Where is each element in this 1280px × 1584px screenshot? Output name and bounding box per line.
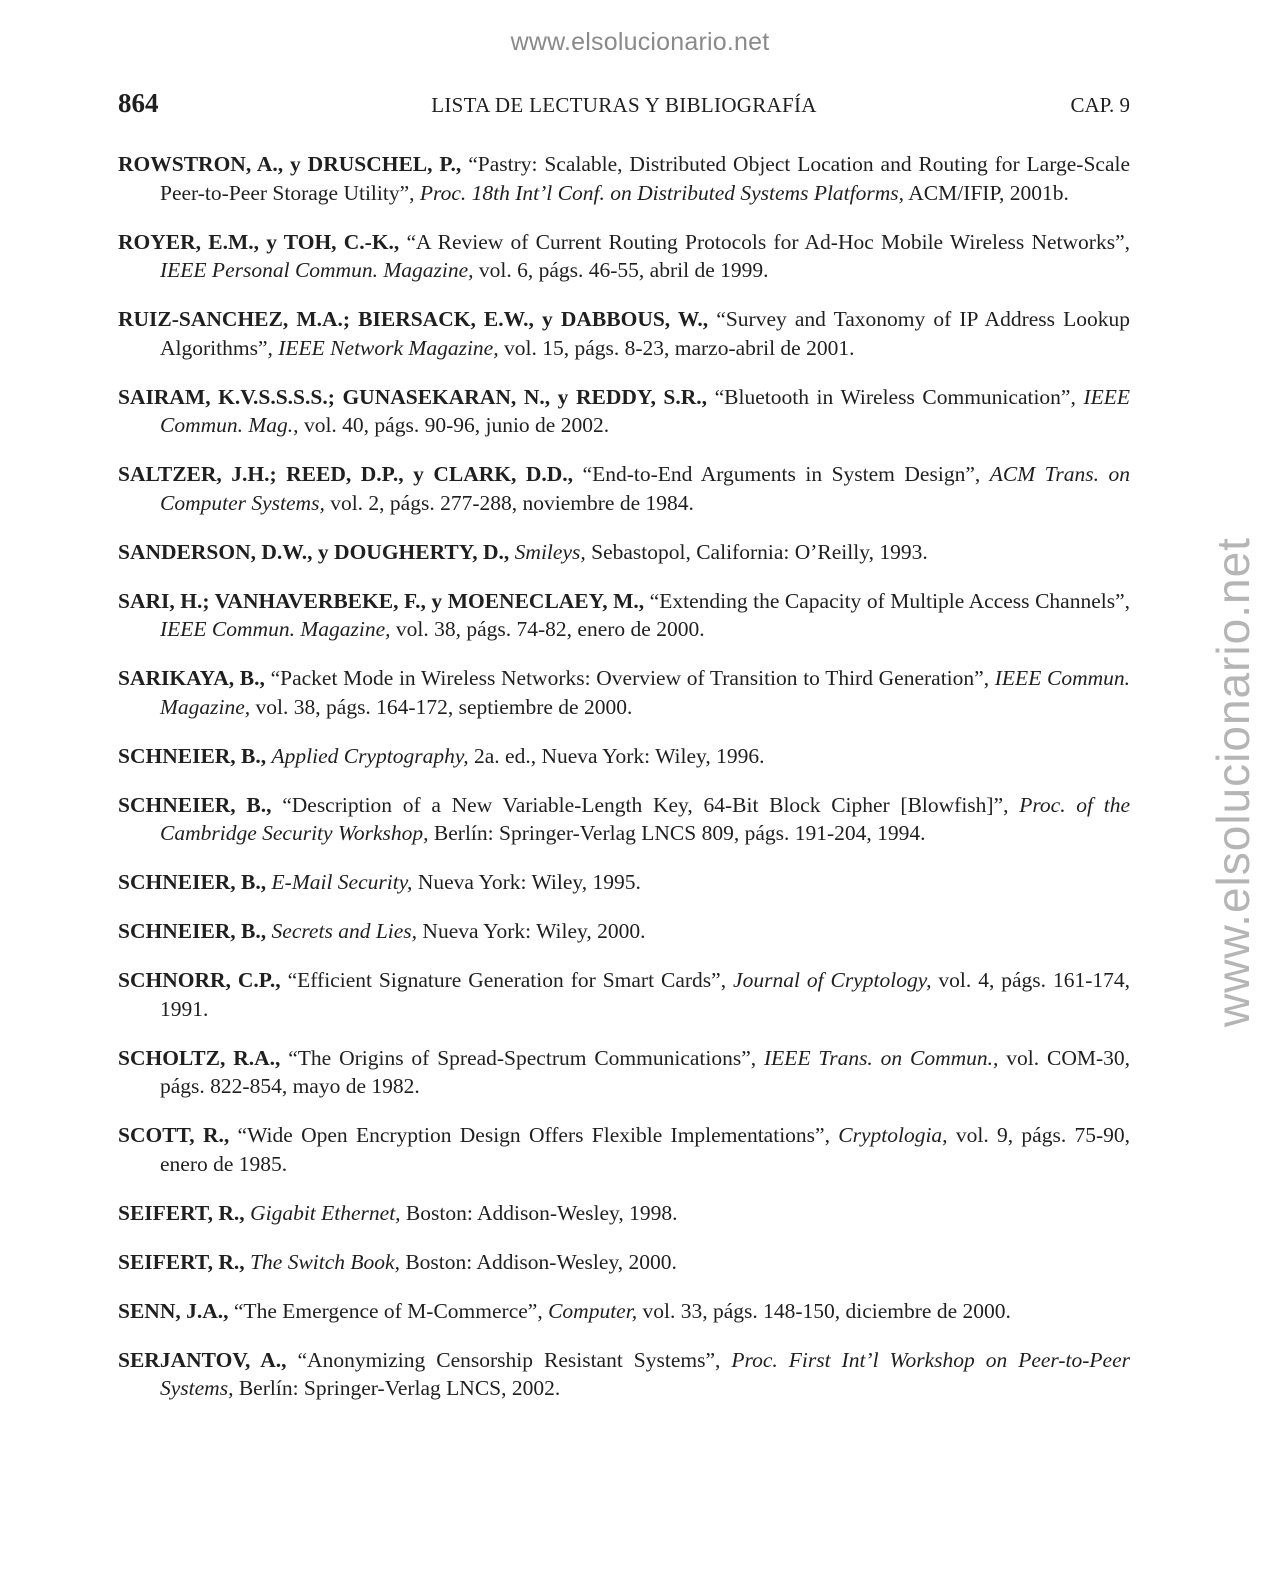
bib-authors: SEIFERT, R., xyxy=(118,1200,245,1225)
bib-details: vol. 4, págs. 161-174, 1991. xyxy=(160,968,1131,1021)
bib-title: “End-to-End Arguments in System Design”, xyxy=(582,462,981,486)
bib-details: Nueva York: Wiley, 2000. xyxy=(422,919,646,943)
bib-authors: SANDERSON, D.W., y DOUGHERTY, D., xyxy=(118,539,510,564)
bib-details: vol. 40, págs. 90-96, junio de 2002. xyxy=(303,413,610,437)
bib-authors: SARIKAYA, B., xyxy=(118,666,265,690)
bib-venue: Proc. of the Cambridge Security Workshop, xyxy=(160,792,1130,845)
bib-details: 2a. ed., Nueva York: Wiley, 1996. xyxy=(473,743,765,768)
bib-details: Boston: Addison-Wesley, 2000. xyxy=(405,1249,677,1274)
bib-venue: Applied Cryptography, xyxy=(271,743,469,768)
running-head xyxy=(118,88,1130,124)
bib-authors: SAIRAM, K.V.S.S.S.S.; GUNASEKARAN, N., y REDDY, S.R., xyxy=(118,384,708,409)
watermark-side: www.elsolucionario.net xyxy=(1207,537,1259,1027)
bib-details: Berlín: Springer-Verlag LNCS, 2002. xyxy=(238,1376,561,1400)
bib-authors: SCHNEIER, B., xyxy=(118,792,272,817)
bib-authors: RUIZ-SANCHEZ, M.A.; BIERSACK, E.W., y DABBOUS, W., xyxy=(118,307,709,331)
bib-title: “Extending the Capacity of Multiple Access Channels”, xyxy=(649,588,1130,613)
bib-details: vol. COM-30, págs. 822-854, mayo de 1982. xyxy=(160,1045,1131,1098)
bib-venue: IEEE Personal Commun. Magazine, xyxy=(160,258,474,282)
bib-authors: SEIFERT, R., xyxy=(118,1249,245,1274)
bib-venue: Cryptologia, xyxy=(838,1123,948,1147)
bib-entry xyxy=(118,742,1130,771)
bib-venue: ACM Trans. on Computer Systems, xyxy=(160,462,1131,515)
bib-venue: IEEE Network Magazine, xyxy=(278,335,499,360)
bib-entry xyxy=(118,1297,1130,1326)
bib-entry xyxy=(118,1248,1130,1277)
bib-title: “The Origins of Spread-Spectrum Communications”, xyxy=(288,1045,757,1070)
header-title: LISTA DE LECTURAS Y BIBLIOGRAFÍA xyxy=(431,93,817,117)
bib-venue: IEEE Commun. Magazine, xyxy=(160,617,391,641)
bib-title: “Bluetooth in Wireless Communication”, xyxy=(714,384,1076,409)
bib-authors: SCHNORR, C.P., xyxy=(118,968,281,992)
bib-details: vol. 9, págs. 75-90, enero de 1985. xyxy=(160,1123,1131,1176)
bib-venue: IEEE Commun. Mag., xyxy=(160,384,1130,437)
bib-details: ACM/IFIP, 2001b. xyxy=(908,180,1069,205)
watermark-top: www.elsolucionario.net xyxy=(510,28,770,56)
bib-entry xyxy=(118,917,1130,946)
bib-details: Nueva York: Wiley, 1995. xyxy=(417,870,641,894)
bib-authors: SCOTT, R., xyxy=(118,1123,230,1147)
bib-venue: Secrets and Lies, xyxy=(271,919,418,943)
bib-authors: SCHNEIER, B., xyxy=(118,919,267,943)
bib-entry xyxy=(118,1121,1130,1178)
bib-details: vol. 33, págs. 148-150, diciembre de 2000. xyxy=(642,1298,1011,1323)
bib-entry xyxy=(118,383,1130,440)
bib-details: Sebastopol, California: O’Reilly, 1993. xyxy=(591,539,928,564)
bib-entry xyxy=(118,664,1130,721)
bib-entry xyxy=(118,150,1130,207)
bib-title: “Description of a New Variable-Length Key, 64-Bit Block Cipher [Blowfish]”, xyxy=(282,792,1009,817)
bib-authors: SALTZER, J.H.; REED, D.P., y CLARK, D.D., xyxy=(118,462,574,486)
bib-title: “A Review of Current Routing Protocols for Ad-Hoc Mobile Wireless Networks”, xyxy=(406,229,1131,254)
bib-title: “Efficient Signature Generation for Smart Cards”, xyxy=(287,968,727,992)
bib-entry xyxy=(118,1199,1130,1228)
bib-venue: Smileys, xyxy=(514,539,586,564)
bib-venue: The Switch Book, xyxy=(250,1249,400,1274)
bib-title: “Anonymizing Censorship Resistant Systems”, xyxy=(297,1347,721,1372)
bib-details: vol. 2, págs. 277-288, noviembre de 1984. xyxy=(330,490,694,515)
bib-title: “Pastry: Scalable, Distributed Object Location and Routing for Large-Scale Peer-to-Peer Storage Utility”, xyxy=(160,152,1131,205)
bib-venue: Journal of Cryptology, xyxy=(733,968,932,992)
bib-details: vol. 38, págs. 74-82, enero de 2000. xyxy=(395,617,705,641)
bib-details: vol. 6, págs. 46-55, abril de 1999. xyxy=(478,258,769,282)
bib-authors: ROWSTRON, A., y DRUSCHEL, P., xyxy=(118,152,462,176)
bib-title: “Packet Mode in Wireless Networks: Overview of Transition to Third Generation”, xyxy=(270,666,990,690)
bib-entry xyxy=(118,587,1130,644)
chapter-label: CAP. 9 xyxy=(1070,93,1130,117)
bib-venue: Proc. First Int’l Workshop on Peer-to-Peer Systems, xyxy=(160,1347,1130,1400)
bib-authors: SENN, J.A., xyxy=(118,1298,229,1323)
bib-entry xyxy=(118,868,1130,897)
bib-entry xyxy=(118,1346,1130,1403)
bib-title: “Wide Open Encryption Design Offers Flexible Implementations”, xyxy=(237,1123,830,1147)
bib-authors: SARI, H.; VANHAVERBEKE, F., y MOENECLAEY, M., xyxy=(118,588,645,613)
bib-details: Berlín: Springer-Verlag LNCS 809, págs. 191-204, 1994. xyxy=(433,821,926,845)
bib-entry xyxy=(118,228,1130,285)
bib-title: “Survey and Taxonomy of IP Address Lookup Algorithms”, xyxy=(160,307,1130,360)
bib-authors: ROYER, E.M., y TOH, C.-K., xyxy=(118,229,400,254)
page-number: 864 xyxy=(118,88,159,118)
bib-authors: SERJANTOV, A., xyxy=(118,1347,287,1372)
bib-title: “The Emergence of M-Commerce”, xyxy=(233,1298,543,1323)
bib-authors: SCHOLTZ, R.A., xyxy=(118,1045,281,1070)
bib-venue: IEEE Commun. Magazine, xyxy=(160,666,1131,719)
bib-venue: Computer, xyxy=(548,1298,638,1323)
bib-details: vol. 15, págs. 8-23, marzo-abril de 2001. xyxy=(503,335,855,360)
bib-entry xyxy=(118,791,1130,848)
bib-entry xyxy=(118,460,1130,517)
bib-venue: E-Mail Security, xyxy=(271,870,413,894)
bib-venue: IEEE Trans. on Commun., xyxy=(764,1045,999,1070)
bib-details: Boston: Addison-Wesley, 1998. xyxy=(405,1200,678,1225)
bib-entry xyxy=(118,966,1130,1023)
bib-venue: Proc. 18th Int’l Conf. on Distributed Systems Platforms, xyxy=(419,180,905,205)
bib-details: vol. 38, págs. 164-172, septiembre de 2000. xyxy=(255,694,633,719)
bibliography-list xyxy=(118,150,1130,1423)
bib-authors: SCHNEIER, B., xyxy=(118,870,267,894)
bib-entry xyxy=(118,305,1130,362)
bib-venue: Gigabit Ethernet, xyxy=(250,1200,401,1225)
bib-entry xyxy=(118,538,1130,567)
bib-entry xyxy=(118,1044,1130,1101)
bib-authors: SCHNEIER, B., xyxy=(118,743,267,768)
